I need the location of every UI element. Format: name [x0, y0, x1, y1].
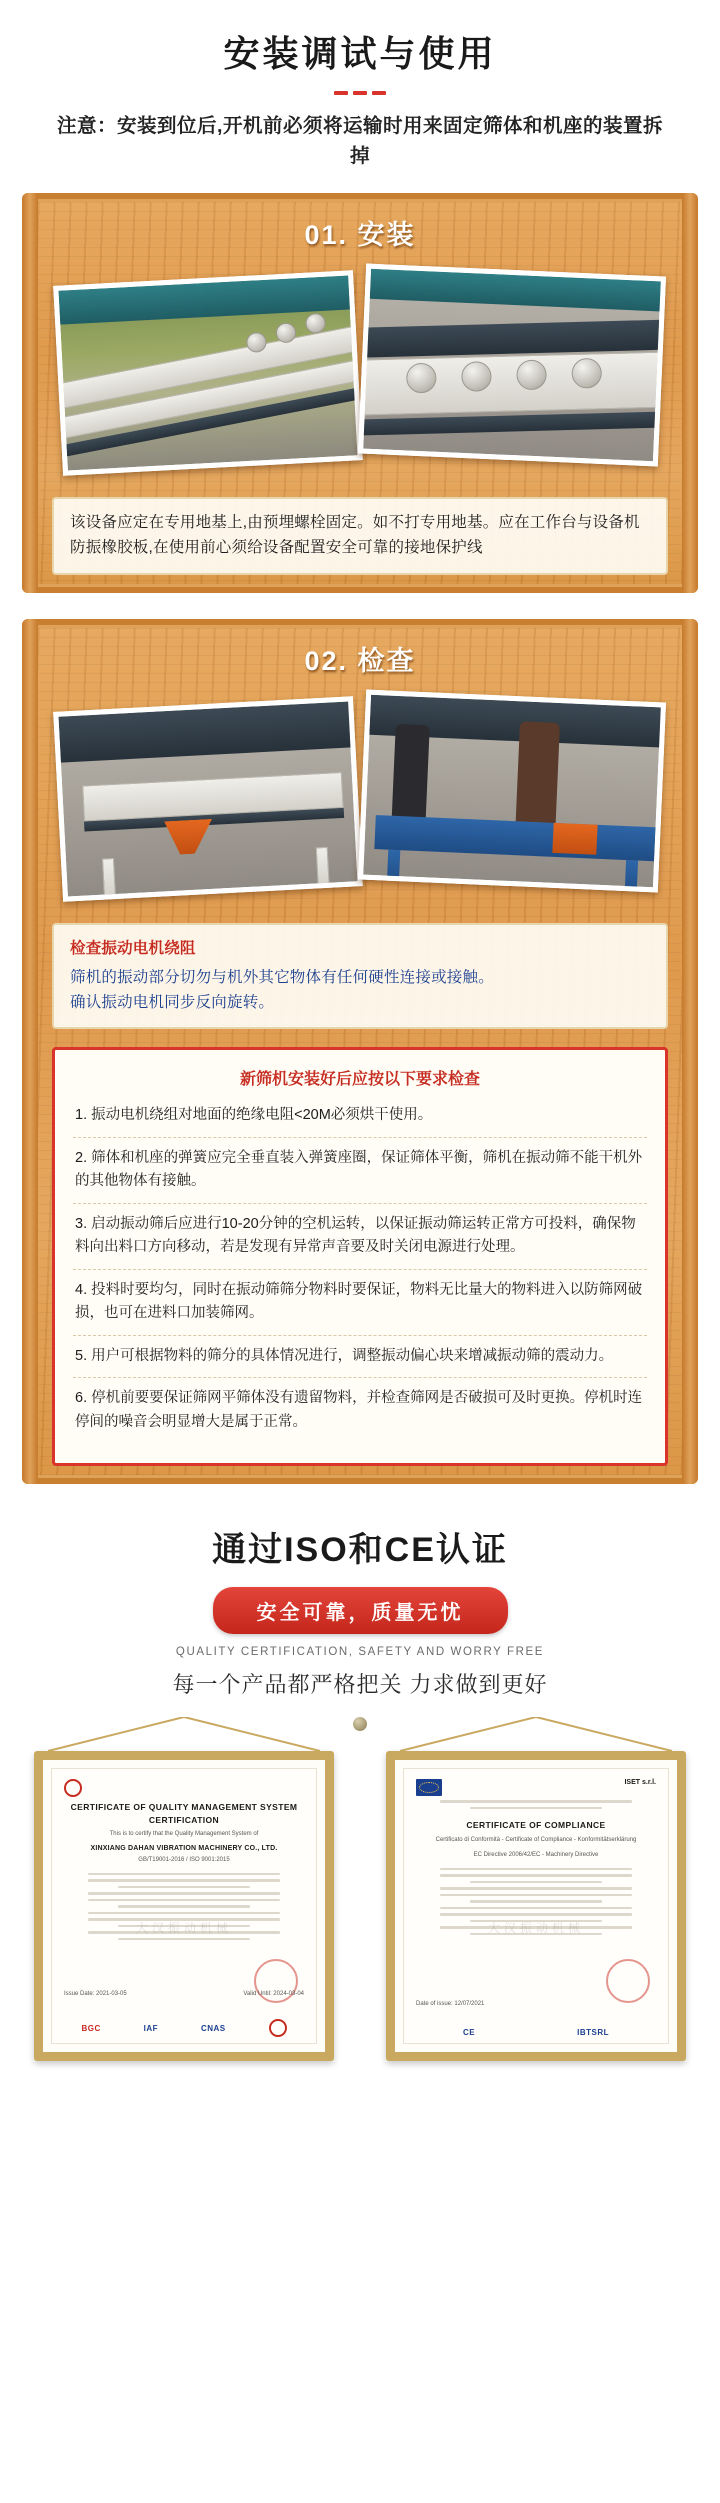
- cert1-heading: CERTIFICATE OF QUALITY MANAGEMENT SYSTEM CERTIFICATION: [70, 1802, 298, 1825]
- checklist-item: 4. 投料时要均匀，同时在振动筛筛分物料时要保证，物料无比量大的物料进入以防筛网破损，也可在进料口加装筛网。: [73, 1270, 647, 1336]
- certificate-1[interactable]: [34, 1751, 334, 2061]
- title-divider: [0, 91, 720, 95]
- cert2-sub: Certificato di Conformità - Certificate of Compliance - Konformitätserklärung: [435, 1836, 637, 1843]
- hanging-string-icon: [34, 1717, 334, 1753]
- cert2-issue-date: Date of issue: 12/07/2021: [416, 2001, 485, 2008]
- iso-section: [0, 1522, 720, 2081]
- checklist-card: [52, 1047, 668, 1466]
- divider-dash: [372, 91, 386, 95]
- check-caption-line1: 筛机的振动部分切勿与机外其它物体有任何硬性连接或接触。: [70, 968, 494, 986]
- section-install-panel: [22, 193, 698, 593]
- checklist-item: 1. 振动电机绕组对地面的绝缘电阻<20M必须烘干使用。: [73, 1095, 647, 1137]
- checklist-item: 6. 停机前要要保证筛网平筛体没有遗留物料，并检查筛网是否破损可及时更换。停机时连停间的噪音会明显增大是属于正常。: [75, 1390, 643, 1430]
- cert1-logo-iaf: IAF: [143, 2023, 159, 2033]
- install-photo-collage: [50, 266, 670, 481]
- cert1-brand: [302, 1779, 304, 1786]
- checklist-item: 5. 用户可根据物料的筛分的具体情况进行，调整振动偏心块来增减振动筛的震动力。: [73, 1336, 647, 1378]
- cert1-sub: This is to certify that the Quality Management System of: [109, 1830, 259, 1837]
- cert1-logo-cnas: CNAS: [200, 2023, 226, 2033]
- header-note: 注意：安装到位后,开机前必须将运输时用来固定筛体和机座的装置拆掉: [57, 115, 663, 168]
- section-check-panel: [22, 619, 698, 1484]
- cert2-top-lines: [416, 1800, 656, 1809]
- cert2-heading: CERTIFICATE OF COMPLIANCE: [466, 1820, 606, 1831]
- check-caption-line2: 确认振动电机同步反向旋转。: [70, 993, 275, 1011]
- check-caption-title: 检查振动电机绕阻: [70, 940, 196, 958]
- cert1-standard: GB/T19001-2016 / ISO 9001:2015: [138, 1856, 230, 1863]
- divider-dash: [334, 91, 348, 95]
- install-photo-left: [53, 271, 363, 476]
- cert1-logos: [52, 2019, 316, 2037]
- install-caption-text: 该设备应定在专用地基上,由预埋螺栓固定。如不打专用地基。应在工作台与设备机防振橡胶板,在使用前心须给设备配置安全可靠的接地保护线: [70, 514, 640, 557]
- cert2-logo-ce: CE: [462, 2028, 476, 2038]
- iso-ribbon: 安全可靠，质量无忧: [213, 1587, 508, 1634]
- cert1-issue-date: Issue Date: 2021-03-05: [64, 1991, 127, 1998]
- cert-emblem-icon: [64, 1779, 82, 1797]
- cert1-watermark: 大汉振动机械: [135, 1921, 232, 1936]
- certificate-2[interactable]: [386, 1751, 686, 2061]
- cert2-logos: [404, 2028, 668, 2037]
- iso-slogan: 每一个产品都严格把关 力求做到更好: [172, 1672, 548, 1698]
- checklist-item: 2. 筛体和机座的弹簧应完全垂直装入弹簧座圈，保证筛体平衡，筛机在振动筛不能干机外的其他物体有接触。: [73, 1138, 647, 1204]
- checklist-item: 3. 启动振动筛后应进行10-20分钟的空机运转，以保证振动筛运转正常方可投料，确保物料向出料口方向移动，若是发现有异常声音要及时关闭电源进行处理。: [73, 1204, 647, 1270]
- cert2-brand: ISET s.r.l.: [624, 1779, 656, 1787]
- hanging-hook-icon: [353, 1717, 367, 1731]
- iso-english-text: QUALITY CERTIFICATION, SAFETY AND WORRY FREE: [175, 1646, 545, 1659]
- check-photo-left: [53, 696, 363, 901]
- cert1-logo-bgc: BGC: [81, 2023, 101, 2033]
- page-header: [0, 0, 720, 171]
- cert2-seal-icon: [606, 1959, 650, 2003]
- step-02-title: 02. 检查: [304, 646, 416, 677]
- cert1-company: XINXIANG DAHAN VIBRATION MACHINERY CO., LTD.: [90, 1844, 278, 1852]
- divider-dash: [353, 91, 367, 95]
- cert2-logo-ibtsrl: IBTSRL: [577, 2028, 609, 2038]
- cert1-stamp-icon: [269, 2019, 287, 2037]
- check-photo-right: [358, 690, 666, 893]
- check-caption: [52, 923, 668, 1029]
- hanging-string-icon: [386, 1717, 686, 1753]
- cert1-valid-until: Valid Until: 2024-03-04: [243, 1991, 304, 1998]
- install-photo-right: [358, 264, 666, 467]
- page-title: 安装调试与使用: [223, 33, 497, 74]
- step-01-title: 01. 安装: [304, 220, 416, 251]
- checklist-title: 新筛机安装好后应按以下要求检查: [239, 1071, 480, 1089]
- eu-flag-icon: [416, 1779, 442, 1796]
- check-photo-collage: [50, 692, 670, 907]
- certificates-area: [34, 1717, 686, 2061]
- iso-title: 通过ISO和CE认证: [212, 1531, 508, 1570]
- install-caption: [52, 497, 668, 575]
- cert2-standard: EC Directive 2006/42/EC - Machinery Directive: [473, 1851, 599, 1858]
- cert2-watermark: 大汉振动机械: [487, 1921, 584, 1936]
